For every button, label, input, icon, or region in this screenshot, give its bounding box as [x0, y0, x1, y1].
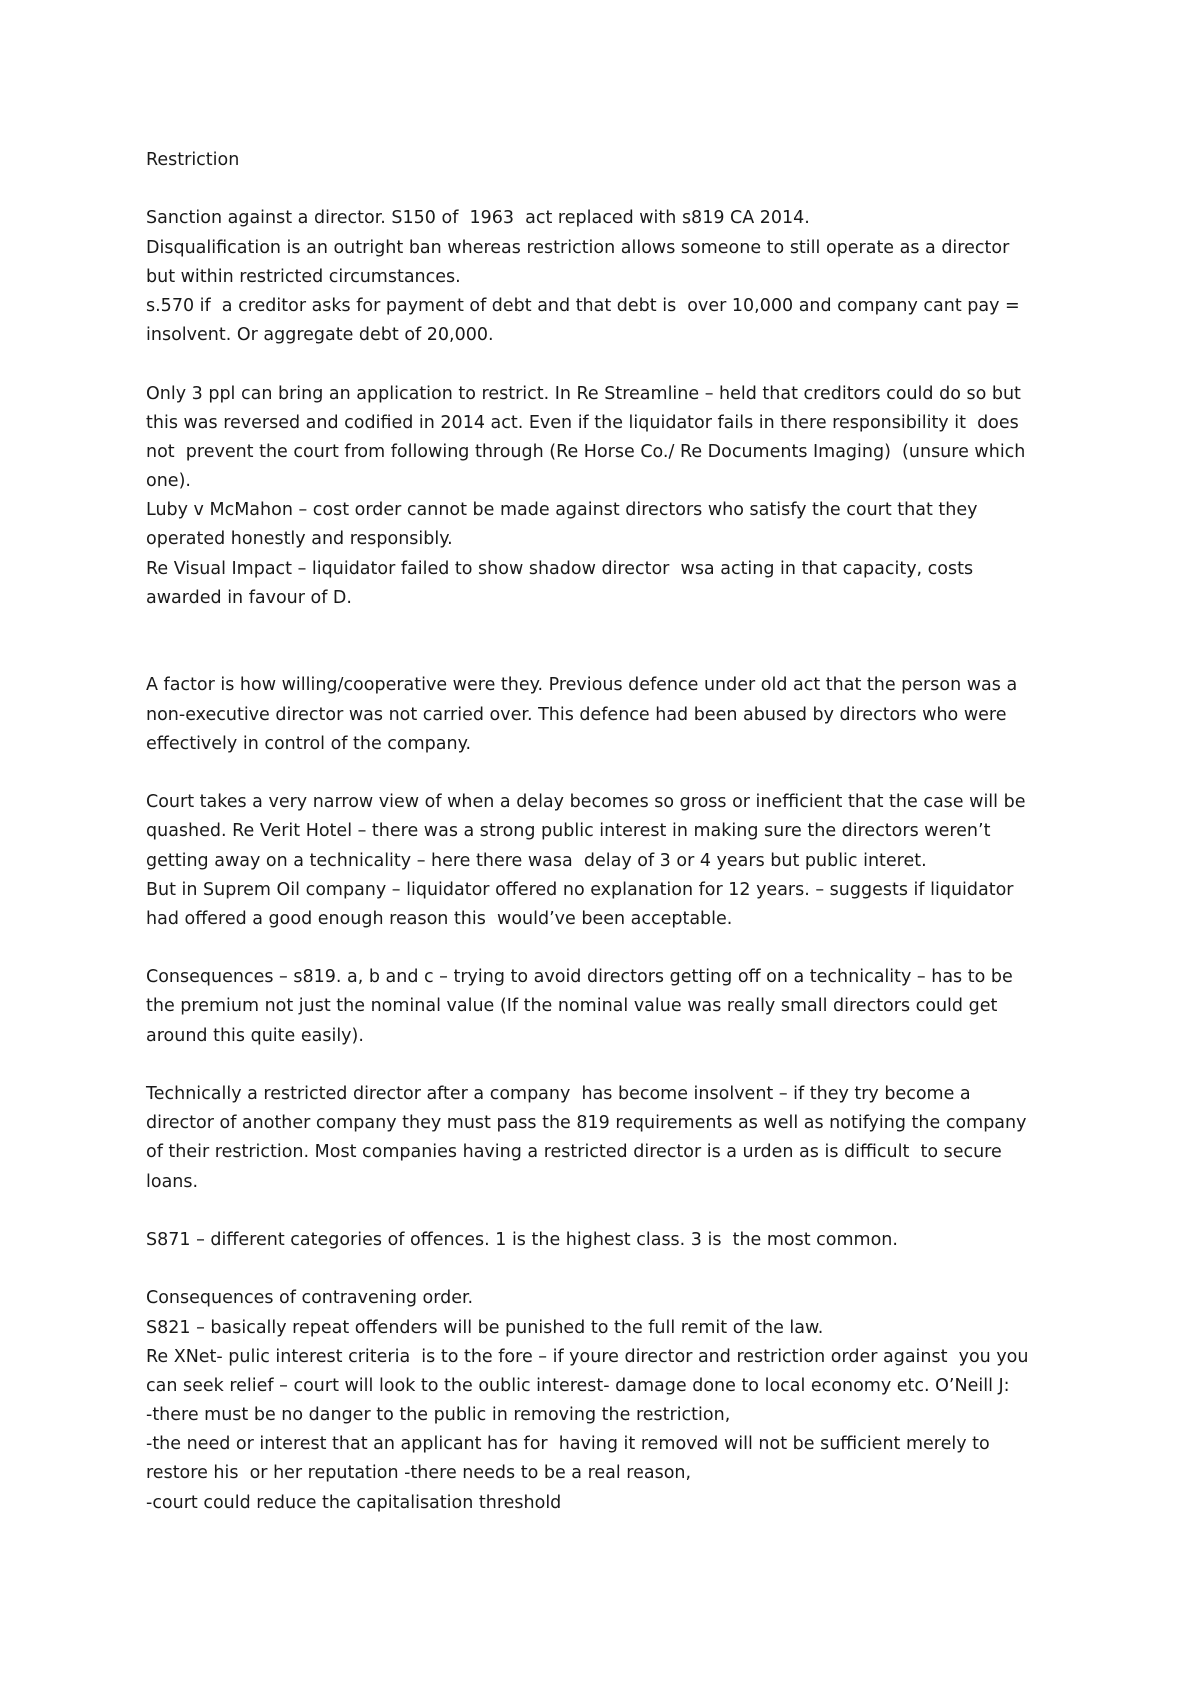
text-line: around this quite easily). [146, 1025, 364, 1046]
text-line [146, 1255, 1076, 1284]
text-line: Court takes a very narrow view of when a delay becomes so gross or inefficient that the case will be [146, 792, 1026, 813]
text-line: Re XNet- pulic interest criteria is to the fore – if youre director and restriction order against you you [146, 1346, 1029, 1367]
spacer [146, 175, 1076, 204]
text-line: non-executive director was not carried over. This defence had been abused by directors who were [146, 704, 1007, 725]
text-line: one). [146, 471, 191, 492]
text-line: can seek relief – court will look to the oublic interest- damage done to local economy etc. O’Neill J: [146, 1375, 1010, 1396]
text-line: Disqualification is an outright ban whereas restriction allows someone to still operate as a director [146, 237, 1010, 258]
text-line: loans. [146, 1171, 199, 1192]
text-line [146, 1197, 1076, 1226]
text-line: Only 3 ppl can bring an application to restrict. In Re Streamline – held that creditors could do so but [146, 383, 1021, 404]
text-line: Luby v McMahon – cost order cannot be made against directors who satisfy the court that they [146, 500, 978, 521]
text-line: the premium not just the nominal value (If the nominal value was really small directors could get [146, 996, 998, 1017]
text-line: effectively in control of the company. [146, 733, 472, 754]
text-line [146, 934, 1076, 963]
text-line [146, 350, 1076, 379]
document-title: Restriction [146, 150, 240, 170]
text-line: operated honestly and responsibly. [146, 529, 453, 550]
text-line: s.570 if a creditor asks for payment of debt and that debt is over 10,000 and company cant pay = [146, 295, 1020, 316]
text-line [146, 1051, 1076, 1080]
text-line: Re Visual Impact – liquidator failed to show shadow director wsa acting in that capacity, costs [146, 558, 974, 579]
text-line: but within restricted circumstances. [146, 266, 461, 287]
text-line: this was reversed and codified in 2014 act. Even if the liquidator fails in there responsibility it does [146, 412, 1019, 433]
text-line: of their restriction. Most companies having a restricted director is a urden as is difficult to secure [146, 1142, 1002, 1163]
text-line: not prevent the court from following through (Re Horse Co./ Re Documents Imaging) (unsure which [146, 441, 1026, 462]
text-line: A factor is how willing/cooperative were they. Previous defence under old act that the person was a [146, 675, 1018, 696]
document-body [146, 146, 1076, 1518]
text-line [146, 759, 1076, 788]
text-line: -the need or interest that an applicant has for having it removed will not be sufficient merely to [146, 1434, 990, 1455]
text-line [146, 613, 1076, 642]
text-line: awarded in favour of D. [146, 587, 352, 608]
text-line: Technically a restricted director after a company has become insolvent – if they try become a [146, 1084, 971, 1104]
text-line: Consequences – s819. a, b and c – trying to avoid directors getting off on a technicality – has to be [146, 967, 1013, 988]
text-line: S821 – basically repeat offenders will be punished to the full remit of the law. [146, 1317, 824, 1338]
text-line: -there must be no danger to the public in removing the restriction, [146, 1405, 731, 1426]
text-line: restore his or her reputation -there needs to be a real reason, [146, 1463, 692, 1484]
text-line: But in Suprem Oil company – liquidator offered no explanation for 12 years. – suggests if liquidator [146, 879, 1014, 900]
text-line [146, 642, 1076, 671]
text-line: S871 – different categories of offences. 1 is the highest class. 3 is the most common. [146, 1229, 898, 1250]
text-line: -court could reduce the capitalisation threshold [146, 1492, 562, 1513]
text-line: had offered a good enough reason this would’ve been acceptable. [146, 908, 733, 929]
text-line: quashed. Re Verit Hotel – there was a strong public interest in making sure the directors weren’t [146, 821, 991, 842]
text-line: getting away on a technicality – here there wasa delay of 3 or 4 years but public interet. [146, 850, 927, 871]
text-line: insolvent. Or aggregate debt of 20,000. [146, 325, 494, 346]
text-line: Consequences of contravening order. [146, 1288, 474, 1309]
text-line: director of another company they must pass the 819 requirements as well as notifying the company [146, 1113, 1027, 1134]
text-line: Sanction against a director. S150 of 1963 act replaced with s819 CA 2014. [146, 208, 810, 229]
